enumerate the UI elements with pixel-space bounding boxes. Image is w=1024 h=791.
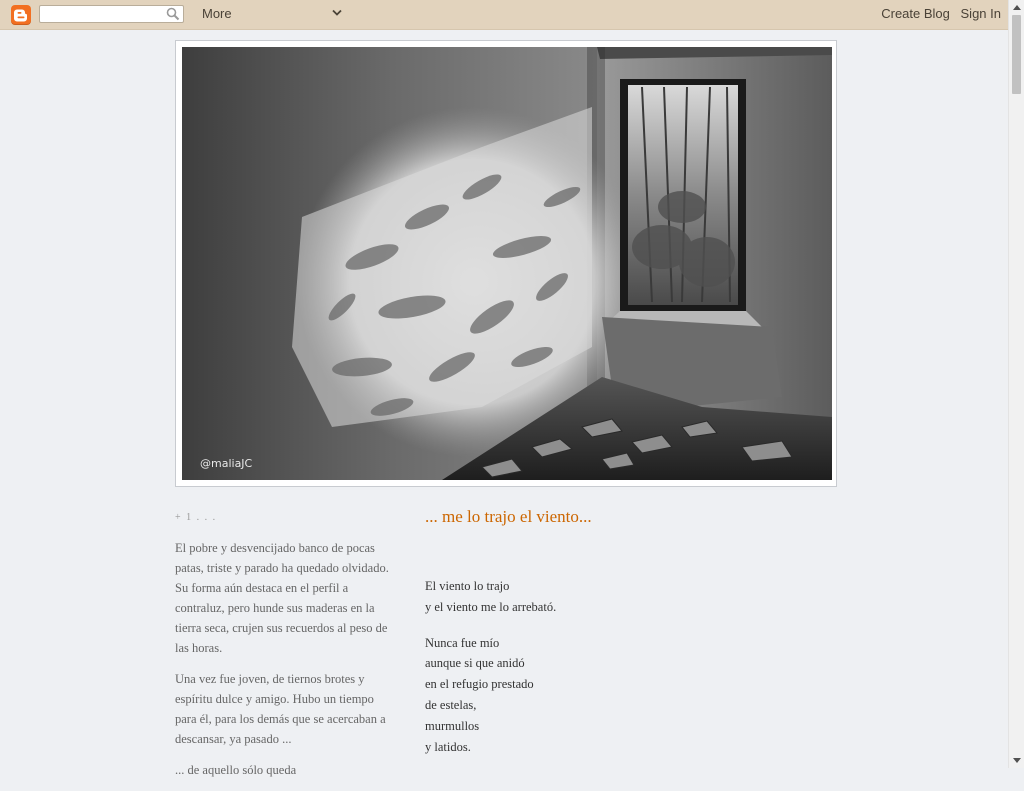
poem-stanza	[425, 576, 835, 618]
sign-in-link[interactable]: Sign In	[960, 6, 1001, 21]
poem-line: Nunca fue mío	[425, 635, 500, 650]
scroll-thumb[interactable]	[1012, 15, 1021, 94]
navbar-links	[874, 6, 1001, 21]
sidebar-paragraph: ... de aquello sólo queda	[175, 763, 297, 777]
photo-watermark: @maliaJC	[200, 457, 253, 470]
header-photo[interactable]	[182, 47, 832, 480]
sidebar	[175, 510, 395, 791]
create-blog-link[interactable]: Create Blog	[881, 6, 950, 21]
scroll-down-icon[interactable]	[1009, 753, 1024, 768]
search-icon[interactable]	[166, 7, 180, 21]
poem-line: de estelas,	[425, 697, 477, 712]
search-input[interactable]	[40, 6, 172, 22]
poem-line: y el viento me lo arrebató.	[425, 599, 557, 614]
scroll-up-icon[interactable]	[1009, 0, 1024, 15]
poem-stanza	[425, 633, 835, 758]
sidebar-title: + 1 . . .	[175, 512, 217, 523]
post-title[interactable]: ... me lo trajo el viento...	[425, 507, 592, 526]
blogger-logo-icon[interactable]	[11, 5, 31, 25]
more-menu-label: More	[202, 6, 232, 21]
blogger-navbar	[0, 0, 1008, 30]
sidebar-paragraph: El pobre y desvencijado banco de pocas patas, triste y parado ha quedado olvidado. Su forma aún destaca en el perfil a contraluz, pero hunde sus maderas en la tierra seca, crujen sus recuerdos al peso de las horas.	[175, 541, 389, 655]
more-menu[interactable]	[202, 6, 342, 23]
poem-line: en el refugio prestado	[425, 677, 534, 692]
search-box	[39, 5, 184, 23]
sidebar-paragraph: Una vez fue joven, de tiernos brotes y espíritu dulce y amigo. Hubo un tiempo para él, para los demás que se acercaban a descansar, ya pasado ...	[175, 672, 386, 746]
chevron-down-icon	[332, 9, 342, 17]
header-image-frame	[175, 40, 837, 487]
post	[425, 505, 835, 772]
page-scrollbar[interactable]	[1008, 0, 1024, 768]
poem-line: El viento lo trajo	[425, 579, 510, 593]
poem-line: murmullos	[425, 718, 480, 733]
poem-line: aunque si que anidó	[425, 656, 525, 671]
poem-line: y latidos.	[425, 739, 471, 754]
